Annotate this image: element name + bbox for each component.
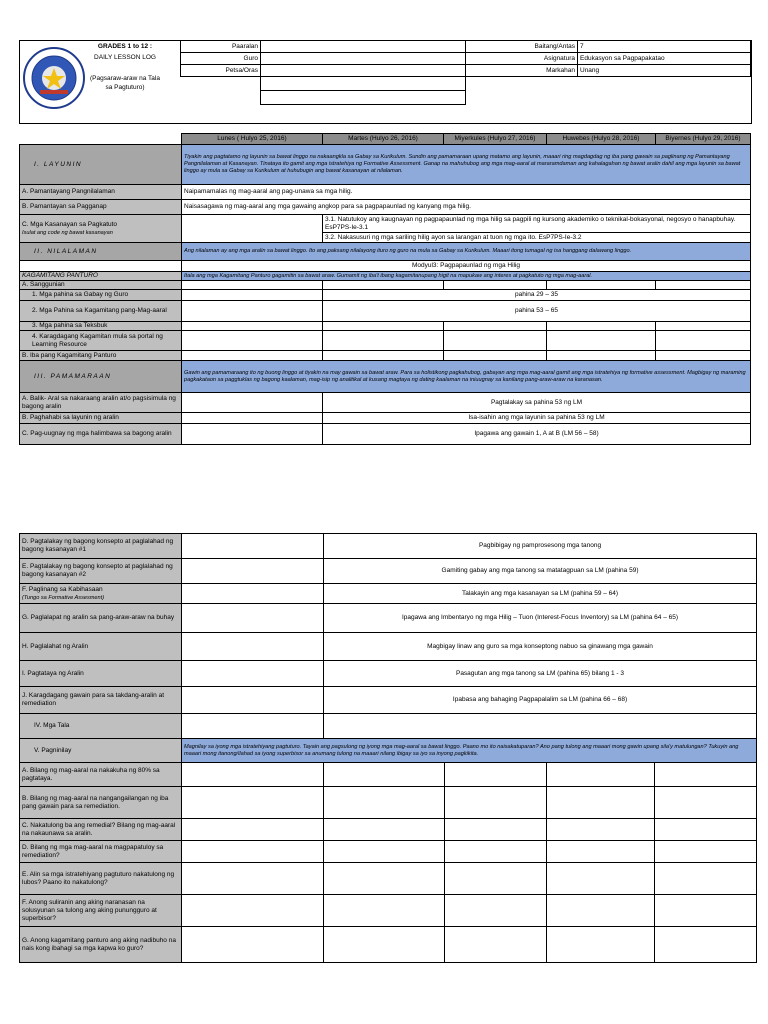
empty-cell	[578, 91, 751, 105]
pagninilay-item-e: E. Alin sa mga istratehiyang pagtuturo nakatulong ng lubos? Paano ito nakatulong?	[20, 863, 182, 895]
nilalaman-note: Ang nilalaman ay ang mga aralin sa bawat linggo. Ito ang paksang nilalayong ituro ng guro na mula sa Gabay sa Kurikulum. Maaari itong tumagal ng isa hanggang dalawang linggo.	[182, 243, 751, 261]
empty-cell[interactable]	[547, 819, 655, 841]
pamantayan-pagganap-label: B. Pamantayan sa Pagganap	[20, 200, 182, 215]
empty-cell	[444, 322, 547, 331]
paghahabi-label: B. Paghahabi sa layunin ng aralin	[20, 413, 182, 424]
empty-cell	[466, 77, 578, 91]
deped-seal-icon	[22, 46, 86, 110]
empty-cell[interactable]	[182, 763, 324, 787]
empty-cell	[547, 351, 656, 361]
empty-cell	[181, 91, 261, 105]
empty-cell	[656, 322, 751, 331]
guro-field[interactable]	[261, 53, 466, 65]
asignatura-label: Asignatura	[466, 53, 578, 65]
paglalahat-label: H. Paglalahat ng Aralin	[20, 633, 182, 661]
sanggunian-label: A. Sanggunian	[20, 281, 182, 290]
dll-table-part1	[19, 133, 751, 445]
paaralan-label: Paaralan	[181, 41, 261, 53]
empty-cell	[20, 261, 182, 272]
kagamitang-mag-aaral-value[interactable]: pahina 53 – 65	[323, 301, 751, 322]
kasanayan-title: C. Mga Kasanayan sa Pagkatuto	[22, 220, 118, 228]
kasanayan-value-2[interactable]: 3.2. Nakasusuri ng mga sariling hilig ayon sa larangan at tuon ng mga ito. EsP7PS-Ie-3.2	[323, 233, 751, 243]
empty-cell	[182, 604, 324, 633]
empty-cell	[181, 77, 261, 91]
empty-cell[interactable]	[324, 841, 445, 863]
konsepto-1-label: D. Pagtalakay ng bagong konsepto at paglalahad ng bagong kasanayan #1	[20, 534, 182, 559]
empty-cell	[656, 331, 751, 351]
empty-cell	[323, 351, 444, 361]
paglalapat-label: G. Paglalapat ng aralin sa pang-araw-araw na buhay	[20, 604, 182, 633]
blank-field-2[interactable]	[261, 91, 466, 105]
empty-cell	[182, 424, 323, 445]
gabay-guro-lunes[interactable]	[182, 290, 323, 301]
empty-cell[interactable]	[324, 927, 445, 963]
takdang-aralin-label: J. Karagdagang gawain para sa takdang-aralin at remediation	[20, 687, 182, 714]
empty-cell	[182, 534, 324, 559]
balik-aral-label: A. Balik- Aral sa nakaraang aralin at/o pagsisimula ng bagong aralin	[20, 393, 182, 413]
pagninilay-item-a: A. Bilang ng mag-aaral na nakakuha ng 80% sa pagtataya.	[20, 763, 182, 787]
pamamaraan-heading: III. PAMAMARAAN	[20, 361, 182, 393]
empty-cell	[444, 331, 547, 351]
empty-cell[interactable]	[182, 863, 324, 895]
day-header-miyerkules: Miyerkules (Hulyo 27, 2016)	[444, 134, 547, 145]
empty-cell[interactable]	[445, 863, 547, 895]
empty-cell	[182, 584, 324, 604]
empty-cell	[182, 331, 323, 351]
empty-cell[interactable]	[324, 763, 445, 787]
empty-cell	[547, 331, 656, 351]
pagninilay-label: V. Pagninilay	[20, 739, 182, 763]
grades-label: GRADES 1 to 12 :	[97, 43, 153, 50]
empty-cell[interactable]	[182, 841, 324, 863]
pagninilay-item-c: C. Nakatulong ba ang remedial? Bilang ng mag-aaral na nakaunawa sa aralin.	[20, 819, 182, 841]
baitang-label: Baitang/Antas	[466, 41, 578, 53]
empty-cell	[547, 281, 656, 290]
day-header-martes: Martes (Hulyo 26, 2016)	[323, 134, 444, 145]
mga-tala-lunes[interactable]	[182, 714, 324, 739]
teksbuk-label: 3. Mga pahina sa Teksbuk	[20, 322, 182, 331]
empty-cell[interactable]	[182, 927, 324, 963]
nilalaman-heading: II. NILALAMAN	[20, 243, 182, 261]
empty-cell[interactable]	[655, 841, 757, 863]
empty-cell[interactable]	[445, 819, 547, 841]
empty-cell[interactable]	[445, 895, 547, 927]
empty-cell[interactable]	[324, 819, 445, 841]
konsepto-2-label: E. Pagtalakay ng bagong konsepto at paglalahad ng bagong kasanayan #2	[20, 559, 182, 584]
empty-cell	[182, 281, 323, 290]
kasanayan-value-1[interactable]: 3.1. Natutukoy ang kaugnayan ng pagpapaunlad ng mga hilig sa pagpili ng kursong akademiko o teknikal-bokasyonal, negosyo o hanapbuhay. EsP7PS-Ie-3.1	[323, 215, 751, 233]
learning-resource-label: 4. Karagdagang Kagamitan mula sa portal ng Learning Resource	[20, 331, 182, 351]
pamamaraan-note: Gawin ang pamamaraang ito ng buong linggo at tiyakin na may gawain sa bawat araw. Para sa holistikong pagkahubog, gabayan ang mga mag-aaral gamit ang mga istratehiya ng formative assessment. Magbigay ng maraming pagkakataon sa paggtuklas ng bagong kaalaman, mag-isip ng analitikal at kusang magtaya ng dating kaalaman na iniuugnay sa kanilang pang-araw-araw na karanasan.	[182, 361, 751, 393]
markahan-field[interactable]: Unang	[578, 65, 751, 77]
pagninilay-note: Magnilay sa iyong mga istratehiyang pagtuturo. Tayain ang pagsulong ng iyong mga mag-aaral sa bawat linggo. Paano mo ito naisakatuparan? Ano pang tulong ang maaari mong gawin upang sila'y matulungan? Tukuyin ang maaari mong itanong/ilahad sa iyong superbisor sa anumang tulong na maaari nilang ibigay sa iyo sa inyong pagkikita.	[182, 739, 757, 763]
kabihasaan-subtitle: (Tungo sa Formative Assesment)	[22, 594, 105, 601]
empty-cell[interactable]	[182, 895, 324, 927]
gabay-guro-label: 1. Mga pahina sa Gabay ng Guro	[20, 290, 182, 301]
baitang-field[interactable]: 7	[578, 41, 751, 53]
kabihasaan-value[interactable]: Talakayin ang mga kasanayan sa LM (pahina 59 – 64)	[324, 584, 757, 604]
empty-cell	[182, 322, 323, 331]
empty-cell[interactable]	[445, 787, 547, 819]
konsepto-1-value[interactable]: Pagbibigay ng pamprosesong mga tanong	[324, 534, 757, 559]
pamantayang-pangnilalaman-value[interactable]: Naipamamalas ng mag-aaral ang pag-unawa sa mga hilig.	[182, 185, 751, 200]
paaralan-field[interactable]	[261, 41, 466, 53]
takdang-aralin-value[interactable]: Ipabasa ang bahaging Pagpapalalim sa LM (pahina 66 – 68)	[324, 687, 757, 714]
pagninilay-item-g: G. Anong kagamitang panturo ang aking nadibuho na nais kong ibahagi sa mga kapwa ko guro?	[20, 927, 182, 963]
blank-field-1[interactable]	[261, 77, 466, 91]
kagamitan-heading: KAGAMITANG PANTURO	[20, 272, 182, 281]
empty-cell	[182, 413, 323, 424]
empty-cell[interactable]	[547, 895, 655, 927]
gabay-guro-value[interactable]: pahina 29 – 35	[323, 290, 751, 301]
modyul-title[interactable]: Modyul3: Pagpapaunlad ng mga Hilig	[182, 261, 751, 272]
empty-cell	[547, 322, 656, 331]
mga-tala-value[interactable]	[324, 714, 757, 739]
header-table	[180, 40, 751, 105]
pamantayang-pangnilalaman-label: A. Pamantayang Pangnilalaman	[20, 185, 182, 200]
kasanayan-lunes[interactable]	[182, 215, 323, 243]
petsa-field[interactable]	[261, 65, 466, 77]
empty-cell[interactable]	[655, 763, 757, 787]
pag-uugnay-label: C. Pag-uugnay ng mga halimbawa sa bagong aralin	[20, 424, 182, 445]
empty-cell	[182, 559, 324, 584]
pagtataya-value[interactable]: Pasagutan ang mga tanong sa LM (pahina 65) bilang 1 - 3	[324, 661, 757, 687]
layunin-note: Tiyakin ang pagtatamo ng layunin sa bawat linggo na nakaangkla sa Gabay sa Kurikulum. Sundin ang pamamaraan upang matamo ang layunin, maaari ring magdagdag ng iba pang gawain sa paglinang ng Pamantayang Pangnilalaman at Kasanayan. Tinataya ito gamit ang mga istratehiya ng Formative Assessment. Ganap na mahuhubog ang mga mag-aaral at mararamdaman ang kahalagahan ng bawat aralin dahil ang mga layunin sa bawat linggo ay mula sa Gabay sa Kurikulum at huhubugin ang bawat kasanayan at nilalaman.	[182, 145, 751, 185]
empty-cell	[20, 134, 182, 145]
guro-label: Guro	[181, 53, 261, 65]
empty-cell	[444, 281, 547, 290]
kagamitang-mag-aaral-label: 2. Mga Pahina sa Kagamitang pang-Mag-aaral	[20, 301, 182, 322]
empty-cell	[656, 281, 751, 290]
empty-cell[interactable]	[655, 787, 757, 819]
empty-cell[interactable]	[655, 863, 757, 895]
pag-uugnay-value[interactable]: Ipagawa ang gawain 1, A at B (LM 56 – 58)	[323, 424, 751, 445]
empty-cell	[323, 331, 444, 351]
empty-cell[interactable]	[655, 927, 757, 963]
empty-cell[interactable]	[445, 927, 547, 963]
day-header-lunes: Lunes ( Hulyo 25, 2016)	[182, 134, 323, 145]
empty-cell[interactable]	[547, 863, 655, 895]
paghahabi-value[interactable]: Isa-isahin ang mga layunin sa pahina 53 ng LM	[323, 413, 751, 424]
balik-aral-value[interactable]: Pagtalakay sa pahina 53 ng LM	[323, 393, 751, 413]
dll-label: DAILY LESSON LOG	[94, 54, 156, 61]
empty-cell	[323, 281, 444, 290]
empty-cell[interactable]	[655, 819, 757, 841]
kabihasaan-label	[20, 584, 182, 604]
iba-pang-kagamitan-label: B. Iba pang Kagamitang Panturo	[20, 351, 182, 361]
empty-cell[interactable]	[324, 895, 445, 927]
empty-cell[interactable]	[445, 763, 547, 787]
empty-cell	[444, 351, 547, 361]
pagninilay-item-d: D. Bilang ng mga mag-aaral na magpapatuloy sa remediation?	[20, 841, 182, 863]
day-header-biyernes: Biyernes (Hulyo 29, 2016)	[656, 134, 751, 145]
empty-cell[interactable]	[547, 763, 655, 787]
empty-cell	[182, 661, 324, 687]
empty-cell	[182, 687, 324, 714]
mga-tala-label: IV. Mga Tala	[20, 714, 182, 739]
empty-cell[interactable]	[547, 787, 655, 819]
empty-cell	[323, 322, 444, 331]
form-note: (Pagsaraw-araw na Tala sa Pagtuturo)	[90, 75, 160, 91]
pagtataya-label: I. Pagtataya ng Aralin	[20, 661, 182, 687]
markahan-label: Markahan	[466, 65, 578, 77]
empty-cell	[182, 633, 324, 661]
empty-cell[interactable]	[324, 863, 445, 895]
empty-cell	[578, 77, 751, 91]
empty-cell	[466, 91, 578, 105]
empty-cell[interactable]	[182, 787, 324, 819]
day-header-huwebes: Huwebes (Hulyo 28, 2016)	[547, 134, 656, 145]
pagninilay-item-f: F. Anong suliranin ang aking naranasan na solusyunan sa tulong ang aking punungguro at superbisor?	[20, 895, 182, 927]
kagamitan-note: Itala ang mga Kagamitang Panturo gagamitin sa bawat araw. Gumamit ng iba't ibang kagamitanupang higit na mapukaw ang interes at pagkatuto ng mga mag-aaral.	[182, 272, 751, 281]
pagninilay-item-b: B. Bilang ng mag-aaral na nangangailangan ng iba pang gawain para sa remediation.	[20, 787, 182, 819]
dll-table-part2	[19, 533, 757, 963]
empty-cell[interactable]	[547, 841, 655, 863]
asignatura-field[interactable]: Edukasyon sa Pagpapakatao	[578, 53, 751, 65]
kagamitang-mag-aaral-lunes[interactable]	[182, 301, 323, 322]
empty-cell[interactable]	[655, 895, 757, 927]
paglalahat-value[interactable]: Magbigay linaw ang guro sa mga konseptong nabuo sa ginawang mga gawain	[324, 633, 757, 661]
empty-cell	[656, 351, 751, 361]
pamantayan-pagganap-value[interactable]: Naisasagawa ng mag-aaral ang mga gawaing angkop para sa pagpapaunlad ng kanyang mga hilig.	[182, 200, 751, 215]
petsa-label: Petsa/Oras	[181, 65, 261, 77]
kasanayan-label	[20, 215, 182, 243]
kabihasaan-title: F. Paglinang sa Kabihasaan	[22, 585, 103, 593]
paglalapat-value[interactable]: Ipagawa ang Imbentaryo ng mga Hilig – Tuon (Interest-Focus Inventory) sa LM (pahina 64 – 65)	[324, 604, 757, 633]
empty-cell	[182, 393, 323, 413]
layunin-heading: I. LAYUNIN	[20, 145, 182, 185]
empty-cell[interactable]	[324, 787, 445, 819]
empty-cell[interactable]	[182, 819, 324, 841]
empty-cell	[182, 351, 323, 361]
empty-cell[interactable]	[547, 927, 655, 963]
kasanayan-subtitle: Isulat ang code ng bawat kasanayan	[22, 229, 113, 236]
konsepto-2-value[interactable]: Gamiting gabay ang mga tanong sa matatagpuan sa LM (pahina 59)	[324, 559, 757, 584]
empty-cell[interactable]	[445, 841, 547, 863]
